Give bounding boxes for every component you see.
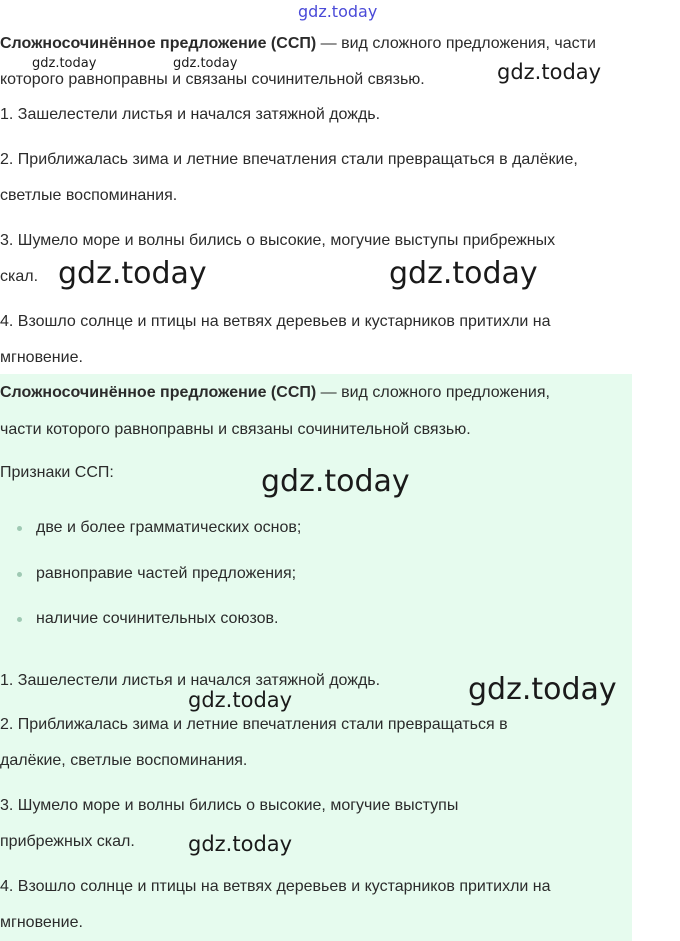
example2-4-line-2: мгновение. xyxy=(0,914,83,931)
example-3-line-1: 3. Шумело море и волны бились о высокие, могучие выступы прибрежных xyxy=(0,232,556,249)
definition2-rest: — вид сложного предложения, xyxy=(316,384,550,401)
bullet-dot xyxy=(17,572,22,577)
example2-2-line-2: далёкие, светлые воспоминания. xyxy=(0,752,248,769)
example2-3-line-2: прибрежных скал. xyxy=(0,833,135,850)
watermark-8: gdz.today xyxy=(468,672,617,707)
example2-4-line-1: 4. Взошло солнце и птицы на ветвях деревьев и кустарников притихли на xyxy=(0,878,551,895)
signs-label: Признаки ССП: xyxy=(0,464,114,481)
example-3-line-2: скал. xyxy=(0,268,39,285)
example2-2-line-1: 2. Приближалась зима и летние впечатления стали превращаться в xyxy=(0,716,508,733)
example-2-line-2: светлые воспоминания. xyxy=(0,187,178,204)
watermark-small-1: gdz.today xyxy=(32,56,97,71)
sign-item-1: две и более грамматических основ; xyxy=(36,519,302,536)
definition-rest: — вид сложного предложения, части xyxy=(316,35,596,52)
bullet-dot xyxy=(17,617,22,622)
watermark-top: gdz.today xyxy=(298,2,378,21)
watermark-3: gdz.today xyxy=(497,60,602,84)
watermark-6: gdz.today xyxy=(261,464,410,499)
watermark-4: gdz.today xyxy=(58,256,207,291)
definition-line-2: которого равноправны и связаны сочинительной связью. xyxy=(0,71,425,88)
example2-1: 1. Зашелестели листья и начался затяжной дождь. xyxy=(0,672,381,689)
watermark-7: gdz.today xyxy=(188,688,293,712)
definition2-line-2: части которого равноправны и связаны сочинительной связью. xyxy=(0,421,471,438)
example-2-line-1: 2. Приближалась зима и летние впечатления стали превращаться в далёкие, xyxy=(0,151,578,168)
definition2-term: Сложносочинённое предложение (ССП) xyxy=(0,384,317,401)
example-4-line-1: 4. Взошло солнце и птицы на ветвях деревьев и кустарников притихли на xyxy=(0,313,551,330)
sign-item-2: равноправие частей предложения; xyxy=(36,565,297,582)
watermark-5: gdz.today xyxy=(389,256,538,291)
example2-3-line-1: 3. Шумело море и волны бились о высокие, могучие выступы xyxy=(0,797,459,814)
definition2-line-1 xyxy=(0,375,550,411)
example-1: 1. Зашелестели листья и начался затяжной дождь. xyxy=(0,106,381,123)
sign-item-3: наличие сочинительных союзов. xyxy=(36,610,279,627)
watermark-small-2: gdz.today xyxy=(173,56,238,71)
definition-term: Сложносочинённое предложение (ССП) xyxy=(0,35,317,52)
watermark-9: gdz.today xyxy=(188,832,293,856)
bullet-dot xyxy=(17,526,22,531)
example-4-line-2: мгновение. xyxy=(0,349,83,366)
